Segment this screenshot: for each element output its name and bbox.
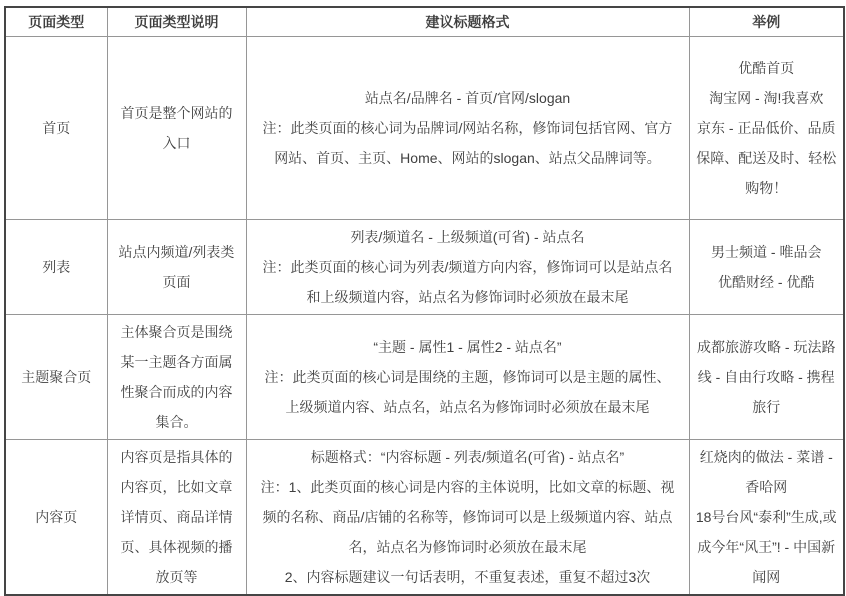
format-note: 2、内容标题建议一句话表明，不重复表述，重复不超过3次 (284, 568, 651, 585)
cell-title-format (246, 439, 689, 595)
cell-title-format (246, 219, 689, 314)
format-line: 列表/频道名 - 上级频道(可省) - 站点名 (350, 228, 585, 245)
cell-page-type-description: 内容页是指具体的内容页，比如文章详情页、商品详情页、具体视频的播放页等 (107, 439, 246, 595)
example-item: 优酷财经 - 优酷 (718, 273, 815, 290)
col-header-suggested-title-format: 建议标题格式 (246, 7, 689, 36)
format-line: “主题 - 属性1 - 属性2 - 站点名” (373, 338, 562, 355)
format-note: 注：此类页面的核心词是围绕的主题，修饰词可以是主题的属性、上级频道内容、站点名，站点名为修饰词时必须放在最末尾 (264, 368, 671, 415)
table-row-topic-aggregation-page (5, 314, 844, 439)
col-header-page-type: 页面类型 (5, 7, 107, 36)
cell-page-type: 首页 (5, 36, 107, 219)
cell-page-type-description: 首页是整个网站的入口 (107, 36, 246, 219)
col-header-page-type-description: 页面类型说明 (107, 7, 246, 36)
example-item: 18号台风“泰利”生成,或成今年“风王”! - 中国新闻网 (695, 508, 837, 585)
cell-examples (689, 36, 844, 219)
example-item: 红烧肉的做法 - 菜谱 - 香哈网 (699, 448, 833, 495)
format-note: 注：此类页面的核心词为列表/频道方向内容，修饰词可以是站点名和上级频道内容，站点名为修饰词时必须放在最末尾 (262, 258, 673, 305)
format-note: 注：1、此类页面的核心词是内容的主体说明，比如文章的标题、视频的名称、商品/店铺的名称等，修饰词可以是上级频道内容、站点名，站点名为修饰词时必须放在最末尾 (260, 478, 675, 555)
table-row-content-page (5, 439, 844, 595)
format-line: 站点名/品牌名 - 首页/官网/slogan (364, 89, 571, 106)
cell-examples (689, 314, 844, 439)
cell-page-type-description: 主体聚合页是围绕某一主题各方面属性聚合而成的内容集合。 (107, 314, 246, 439)
format-note: 注：此类页面的核心词为品牌词/网站名称，修饰词包括官网、官方网站、首页、主页、Home、网站的slogan、站点父品牌词等。 (262, 119, 673, 166)
table-row-list-page (5, 219, 844, 314)
cell-page-type: 主题聚合页 (5, 314, 107, 439)
table-row-homepage (5, 36, 844, 219)
example-item: 京东 - 正品低价、品质保障、配送及时、轻松购物！ (696, 119, 837, 196)
example-item: 男士频道 - 唯品会 (711, 243, 822, 260)
example-item: 成都旅游攻略 - 玩法路线 - 自由行攻略 - 携程旅行 (697, 338, 836, 415)
page-type-title-format-table (4, 6, 845, 596)
format-line: 标题格式：“内容标题 - 列表/频道名(可省) - 站点名” (310, 448, 625, 465)
cell-page-type: 列表 (5, 219, 107, 314)
header-row (5, 7, 844, 36)
col-header-examples: 举例 (689, 7, 844, 36)
cell-examples (689, 219, 844, 314)
example-item: 淘宝网 - 淘!我喜欢 (709, 89, 824, 106)
cell-page-type-description: 站点内频道/列表类页面 (107, 219, 246, 314)
cell-page-type: 内容页 (5, 439, 107, 595)
cell-title-format (246, 36, 689, 219)
cell-title-format (246, 314, 689, 439)
example-item: 优酷首页 (738, 59, 795, 76)
cell-examples (689, 439, 844, 595)
